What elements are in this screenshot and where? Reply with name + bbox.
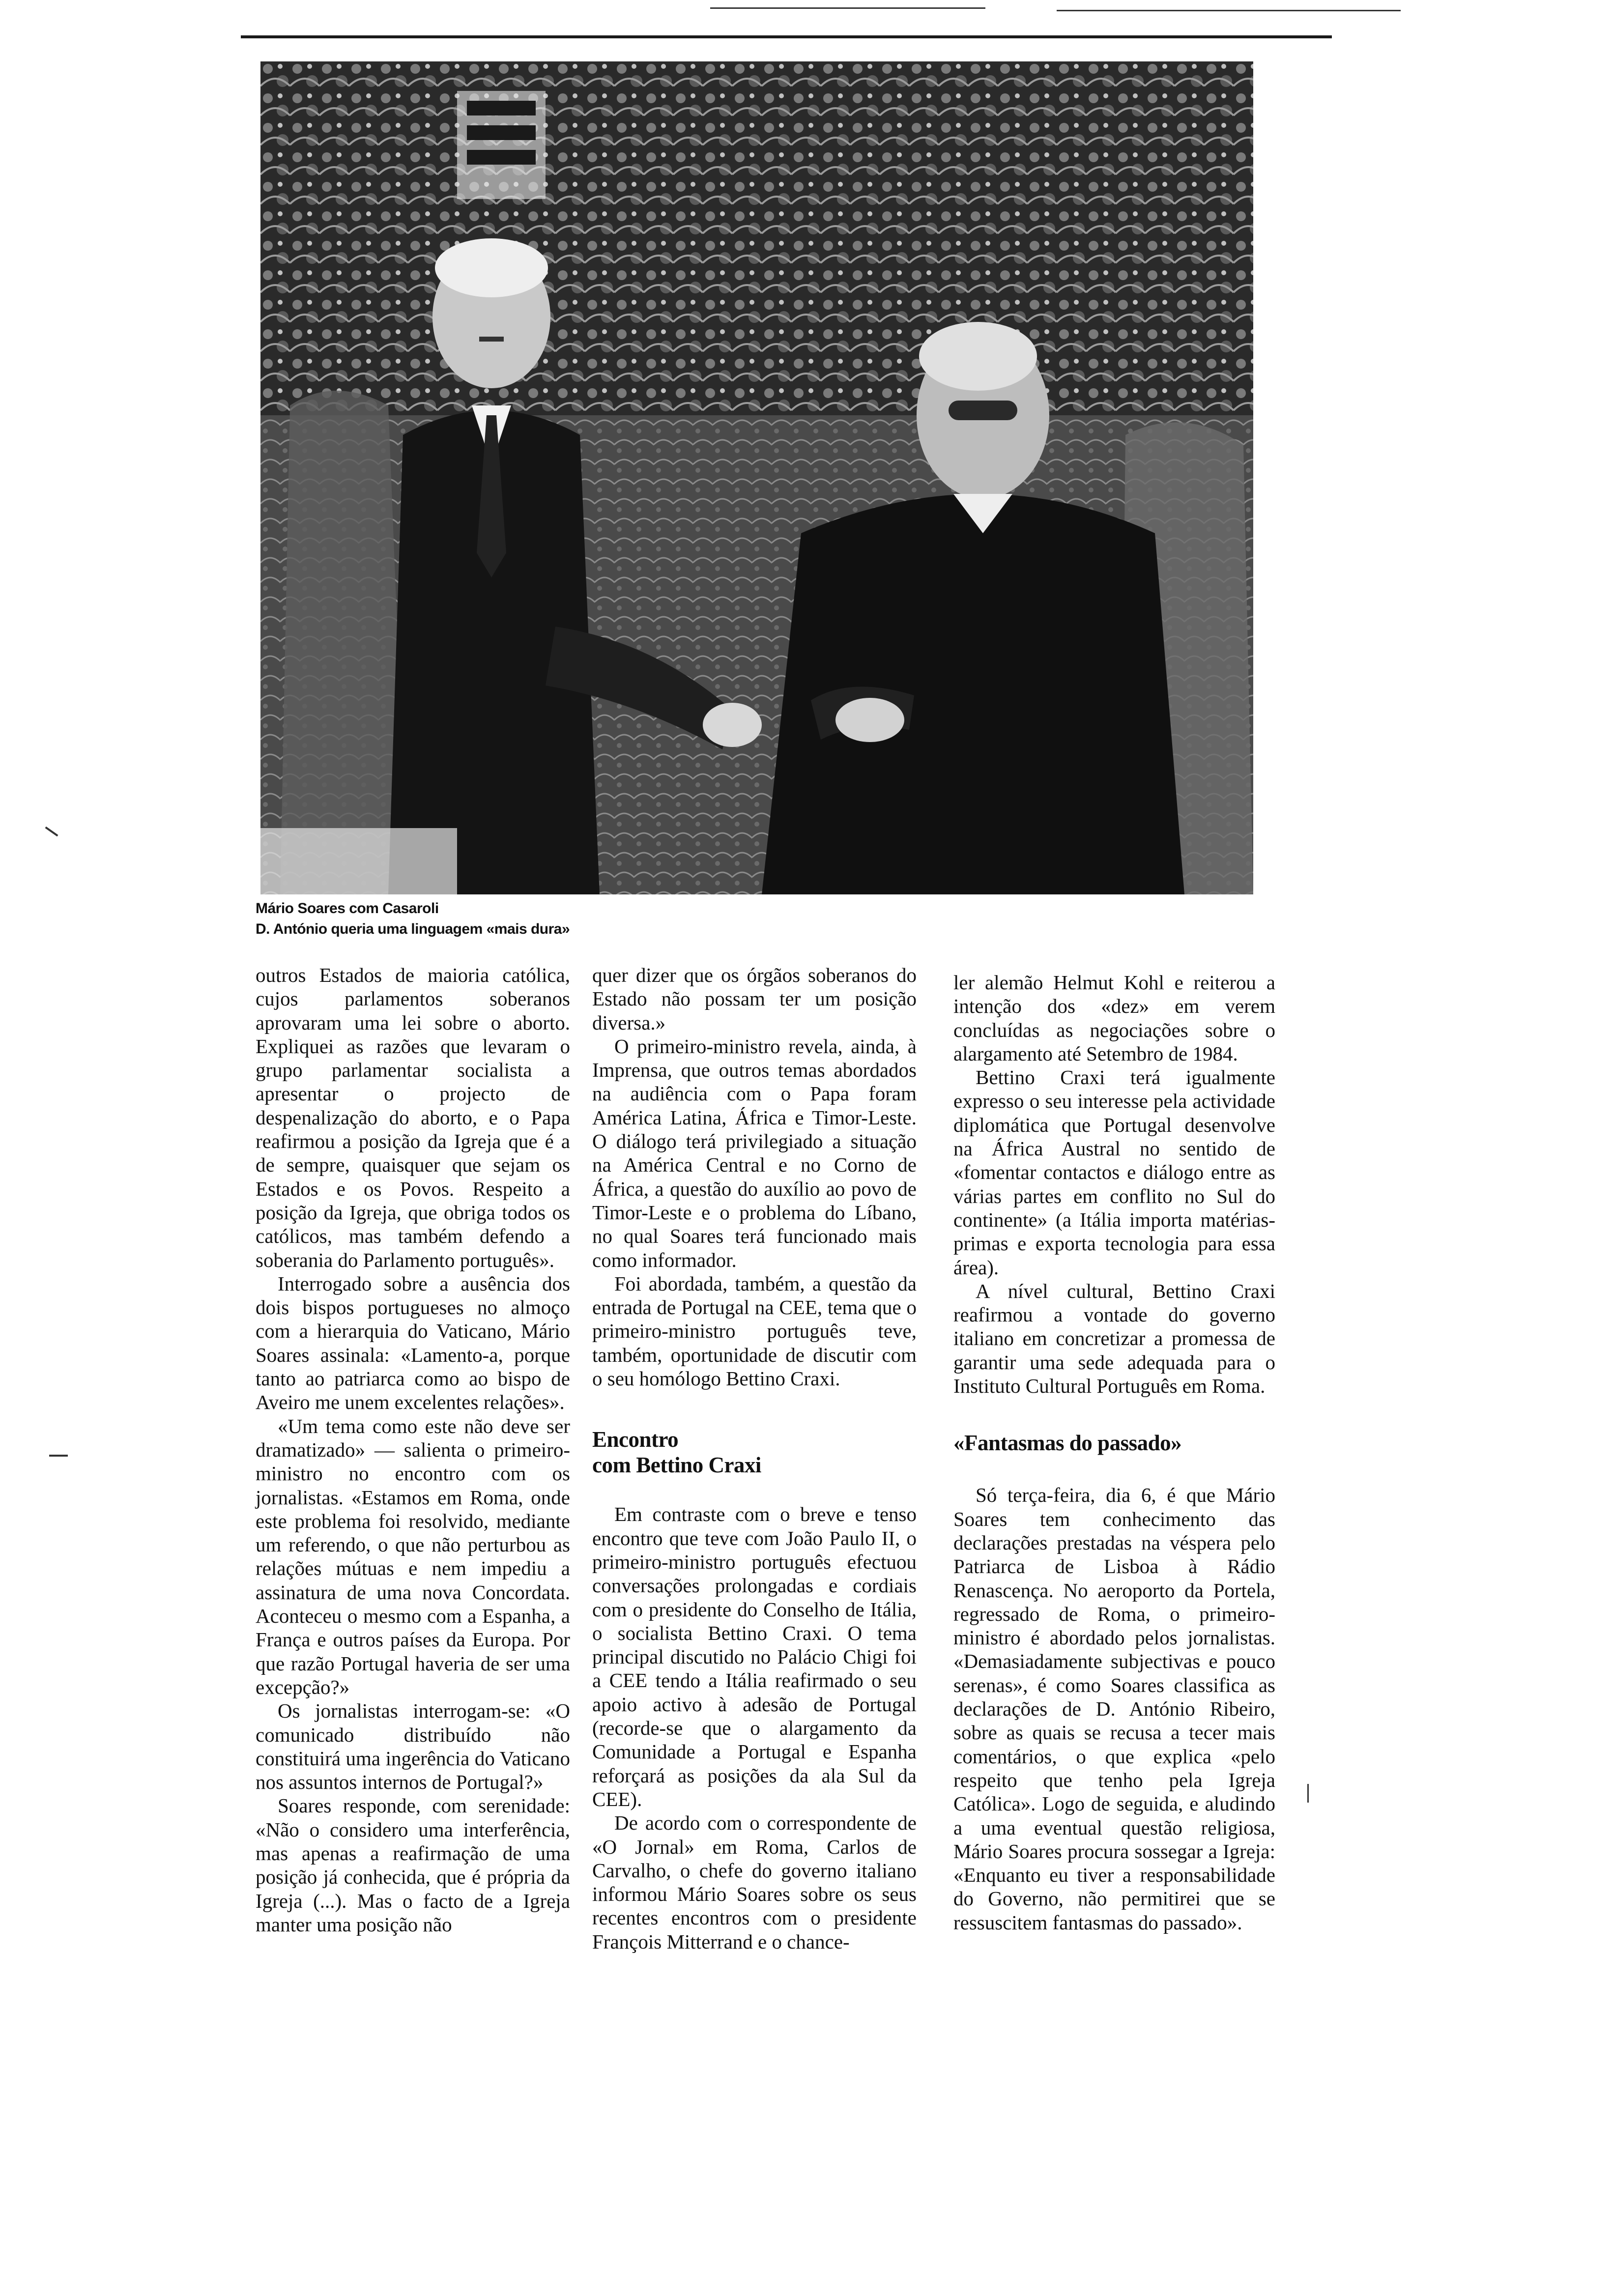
paragraph: Soares responde, com serenidade: «Não o considero uma interferência, mas apenas a reafirmação de uma posição já conhecida, que é própria da Igreja (...). Mas o facto de a Igreja manter uma posição não <box>256 1794 570 1936</box>
news-photo <box>260 61 1253 894</box>
paragraph: Só terça-feira, dia 6, é que Mário Soares tem conhecimento das declarações prestadas na véspera pelo Patriarca de Lisboa à Rádio Renascença. No aeroporto da Portela, regressado de Roma, o primeiro-ministro é abordado pelos jornalistas. «Demasiadamente subjectivas e pouco serenas», é como Soares classifica as declarações de D. António Ribeiro, sobre as quais se recusa a tecer mais comentários, o que explica «pelo respeito que tenho pela Igreja Católica». Logo de seguida, e aludindo a uma eventual questão religiosa, Mário Soares procura sossegar a Igreja: «Enquanto eu tiver a responsabilidade do Governo, não permitirei que se ressuscitem fantasmas do passado». <box>953 1484 1275 1934</box>
section-heading <box>592 1427 917 1478</box>
article-column-1 <box>256 963 570 1936</box>
scan-mark <box>1057 10 1401 11</box>
paragraph: Interrogado sobre a ausência dos dois bispos portugueses no almoço com a hierarquia do Vaticano, Mário Soares assinala: «Lamento-a, porque tanto ao patriarca como ao bispo de Aveiro me unem excelentes relações». <box>256 1272 570 1414</box>
caption-line-2: D. António queria uma linguagem «mais dura» <box>256 921 570 937</box>
heading-line-1: Encontro <box>592 1427 679 1452</box>
heading-line-2: com Bettino Craxi <box>592 1453 761 1478</box>
caption-line-1: Mário Soares com Casaroli <box>256 900 439 917</box>
paragraph: Bettino Craxi terá igualmente expresso o seu interesse pela actividade diplomática que Portugal desenvolve na África Austral no sentido de «fomentar contactos e diálogo entre as várias partes em conflito no Sul do continente» (a Itália importa matérias-primas e exporta tecnologia para essa área). <box>953 1066 1275 1279</box>
paragraph: quer dizer que os órgãos soberanos do Estado não possam ter um posição diversa.» <box>592 964 917 1034</box>
paragraph: Em contraste com o breve e tenso encontro que teve com João Paulo II, o primeiro-ministro português efectuou conversações prolongadas e cordiais com o presidente do Conselho de Itália, o socialista Bettino Craxi. O tema principal discutido no Palácio Chigi foi a CEE tendo a Itália reafirmado o seu apoio activo à adesão de Portugal (recorde-se que o alargamento da Comunidade a Portugal e Espanha reforçará as posições da ala Sul da CEE). <box>592 1503 917 1810</box>
paragraph: outros Estados de maioria católica, cujos parlamentos soberanos aprovaram uma lei sobre o aborto. Expliquei as razões que levaram o grupo parlamentar socialista a apresentar o projecto de despenalização do aborto, e o Papa reafirmou a posição da Igreja que é a de sempre, quaisquer que sejam os Estados e os Povos. Respeito a posição da Igreja, que obriga todos os católicos, mas também defendo a soberania do Parlamento português». <box>256 964 570 1271</box>
section-heading: «Fantasmas do passado» <box>953 1431 1182 1456</box>
paragraph: Os jornalistas interrogam-se: «O comunicado distribuído não constituirá uma ingerência do Vaticano nos assuntos internos de Portugal?» <box>256 1699 570 1794</box>
article-column-3 <box>953 971 1275 1934</box>
scan-mark <box>710 7 985 9</box>
photo-illustration <box>260 61 1253 894</box>
tapestry-background <box>260 61 1253 425</box>
photo-caption <box>256 898 944 940</box>
paragraph: Foi abordada, também, a questão da entrada de Portugal na CEE, tema que o primeiro-ministro português teve, também, oportunidade de discutir com o seu homólogo Bettino Craxi. <box>592 1272 917 1390</box>
scan-mark <box>1307 1784 1309 1803</box>
scan-mark <box>45 827 58 836</box>
top-rule <box>241 35 1332 38</box>
paragraph: A nível cultural, Bettino Craxi reafirmou a vontade do governo italiano em concretizar a promessa de garantir uma sede adequada para o Instituto Cultural Português em Roma. <box>953 1279 1275 1398</box>
paragraph: De acordo com o correspondente de «O Jornal» em Roma, Carlos de Carvalho, o chefe do governo italiano informou Mário Soares sobre os seus recentes encontros com o presidente François Mitterrand e o chance- <box>592 1811 917 1953</box>
article-column-2 <box>592 963 917 1953</box>
scan-mark <box>49 1455 68 1457</box>
paragraph: O primeiro-ministro revela, ainda, à Imprensa, que outros temas abordados na audiência com o Papa foram América Latina, África e Timor-Leste. O diálogo terá privilegiado a situação na América Central e no Corno de África, a questão do auxílio ao povo de Timor-Leste e o problema do Líbano, no qual Soares terá funcionado mais como informador. <box>592 1034 917 1271</box>
paragraph: «Um tema como este não deve ser dramatizado» — salienta o primeiro-ministro no encontro com os jornalistas. «Estamos em Roma, onde este problema foi resolvido, mediante um referendo, o que não perturbou as relações mútuas e nem impediu a assinatura de uma nova Concordata. Aconteceu o mesmo com a Espanha, a França e outros países da Europa. Por que razão Portugal haveria de ser uma excepção?» <box>256 1414 570 1698</box>
paragraph: ler alemão Helmut Kohl e reiterou a intenção dos «dez» em verem concluídas as negociações sobre o alargamento até Setembro de 1984. <box>953 971 1275 1065</box>
